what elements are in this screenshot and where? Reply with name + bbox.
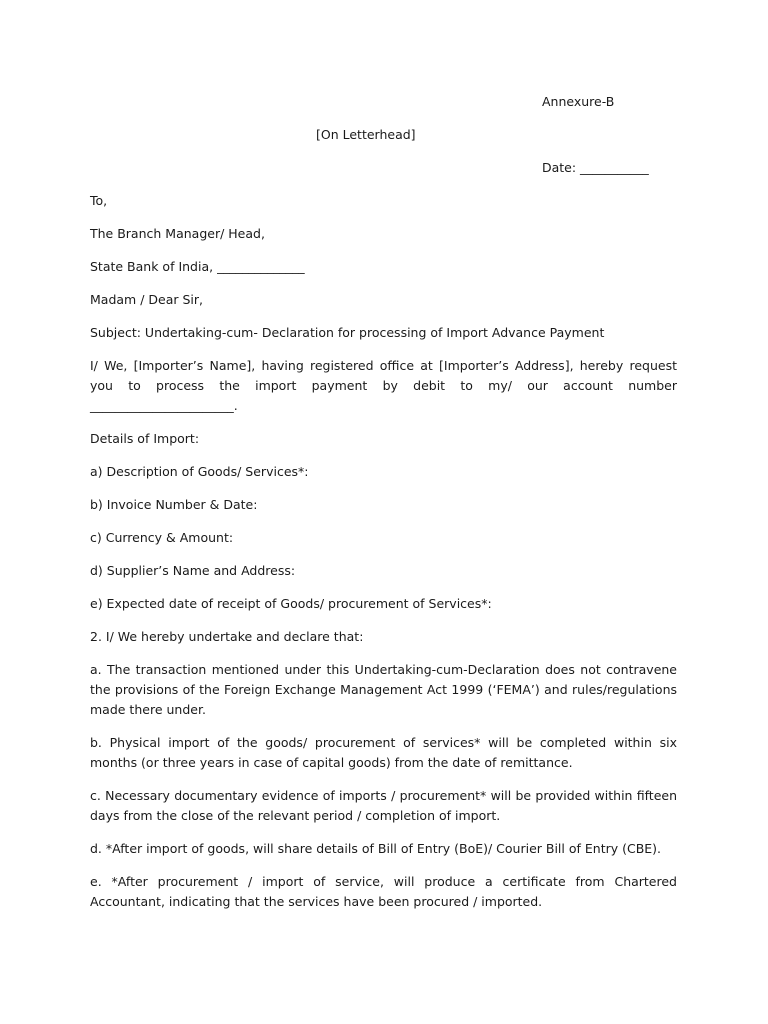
undertaking-clause-b: b. Physical import of the goods/ procurement of services* will be completed within six months (or three years in case of capital goods) from the date of remittance. [90, 735, 677, 770]
address-to: To, [90, 193, 108, 208]
salutation: Madam / Dear Sir, [90, 292, 203, 307]
undertaking-clause-e: e. *After procurement / import of service, will produce a certificate from Chartered Accountant, indicating that the services have been procured / imported. [90, 874, 677, 909]
letterhead-note: [On Letterhead] [316, 127, 416, 142]
details-item-c: c) Currency & Amount: [90, 530, 234, 545]
annexure-label: Annexure-B [542, 94, 615, 109]
details-item-b: b) Invoice Number & Date: [90, 497, 258, 512]
details-item-a: a) Description of Goods/ Services*: [90, 464, 309, 479]
undertaking-heading: 2. I/ We hereby undertake and declare that: [90, 629, 364, 644]
details-item-d: d) Supplier’s Name and Address: [90, 563, 296, 578]
undertaking-clause-a: a. The transaction mentioned under this Undertaking-cum-Declaration does not contravene the provisions of the Foreign Exchange Management Act 1999 (‘FEMA’) and rules/regulations made there under. [90, 662, 677, 717]
date-field: Date: ___________ [542, 160, 649, 175]
details-heading: Details of Import: [90, 431, 200, 446]
address-bank: State Bank of India, ______________ [90, 259, 305, 274]
details-item-e: e) Expected date of receipt of Goods/ procurement of Services*: [90, 596, 492, 611]
letter-body [90, 191, 677, 925]
request-paragraph: I/ We, [Importer’s Name], having registered office at [Importer’s Address], hereby request you to process the import payment by debit to my/ our account number _______________________. [90, 358, 677, 413]
undertaking-clause-d: d. *After import of goods, will share details of Bill of Entry (BoE)/ Courier Bill of Entry (CBE). [90, 841, 662, 856]
undertaking-clause-c: c. Necessary documentary evidence of imports / procurement* will be provided within fifteen days from the close of the relevant period / completion of import. [90, 788, 677, 823]
subject-line: Subject: Undertaking-cum- Declaration for processing of Import Advance Payment [90, 325, 605, 340]
address-recipient: The Branch Manager/ Head, [90, 226, 265, 241]
